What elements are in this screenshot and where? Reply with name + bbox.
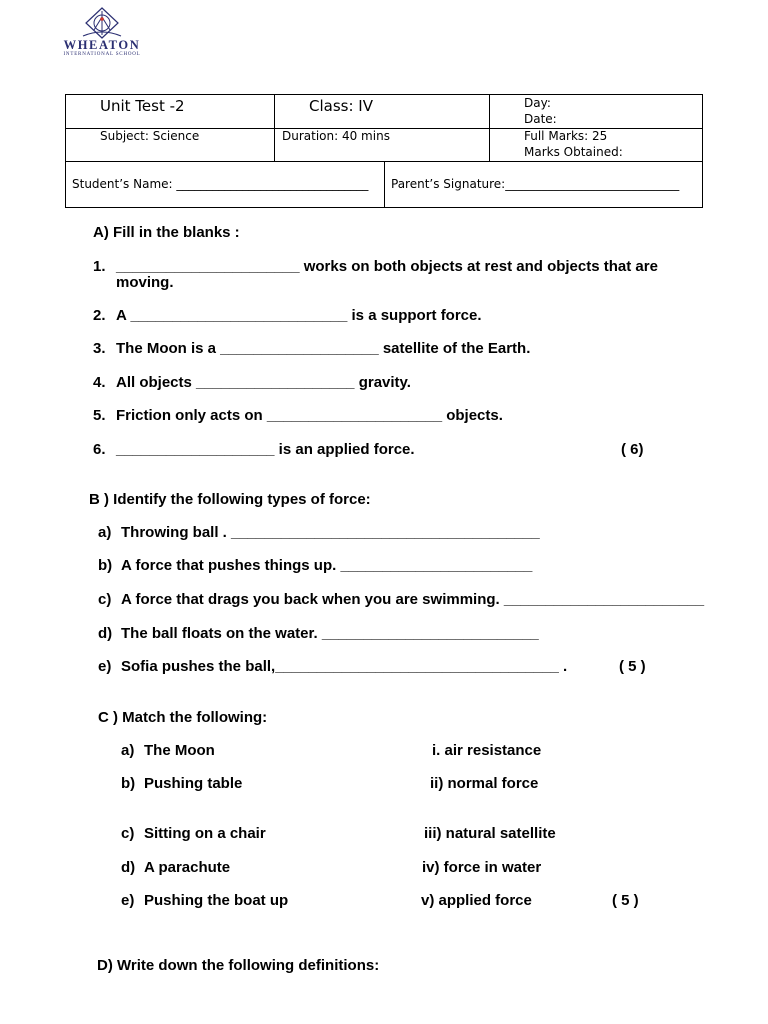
item-text: A __________________________ is a support force. xyxy=(116,307,482,324)
section-b-marks: ( 5 ) xyxy=(619,658,646,675)
item-number: c) xyxy=(98,591,112,608)
parent-signature-field: Parent’s Signature:_____________________________ xyxy=(391,177,680,191)
item-number: a) xyxy=(98,524,112,541)
item-text: ___________________ is an applied force. xyxy=(116,441,415,458)
item-text: The ball floats on the water. __________________________ xyxy=(121,625,539,642)
class-label: Class: IV xyxy=(309,97,373,115)
section-c-marks: ( 5 ) xyxy=(612,892,639,909)
item-text: Friction only acts on _____________________ objects. xyxy=(116,407,503,424)
item-text: Throwing ball . _____________________________________ xyxy=(121,524,540,541)
item-text: Sofia pushes the ball,__________________________________ . xyxy=(121,658,568,675)
school-logo xyxy=(56,6,148,60)
table-divider xyxy=(274,95,275,161)
match-right-item: iii) natural satellite xyxy=(424,825,556,842)
match-right-item: v) applied force xyxy=(421,892,532,909)
match-right-item: iv) force in water xyxy=(422,859,542,876)
match-right-item: ii) normal force xyxy=(430,775,539,792)
duration-label: Duration: 40 mins xyxy=(282,129,390,143)
item-number: d) xyxy=(98,625,113,642)
item-number: a) xyxy=(121,742,135,759)
item-number: d) xyxy=(121,859,136,876)
item-text-continued: moving. xyxy=(116,274,174,291)
match-left-item: A parachute xyxy=(144,859,231,876)
item-number: 4. xyxy=(93,374,106,391)
item-text: All objects ___________________ gravity. xyxy=(116,374,411,391)
item-number: c) xyxy=(121,825,135,842)
item-number: b) xyxy=(121,775,136,792)
match-left-item: Pushing table xyxy=(144,775,243,792)
item-text: ______________________ works on both objects at rest and objects that are xyxy=(116,258,658,275)
match-left-item: Pushing the boat up xyxy=(144,892,289,909)
section-a-marks: ( 6) xyxy=(621,441,644,458)
match-left-item: The Moon xyxy=(144,742,215,759)
section-d-title: D) Write down the following definitions: xyxy=(97,957,380,974)
item-number: e) xyxy=(121,892,135,909)
school-crest-icon xyxy=(78,6,126,40)
item-number: 5. xyxy=(93,407,106,424)
table-divider xyxy=(489,95,490,161)
section-c-title: C ) Match the following: xyxy=(98,709,268,726)
unit-test-label: Unit Test -2 xyxy=(100,97,185,115)
school-name: WHEATON xyxy=(63,38,141,52)
item-number: 2. xyxy=(93,307,106,324)
date-label: Date: xyxy=(524,112,557,126)
full-marks-label: Full Marks: 25 xyxy=(524,129,608,143)
table-divider xyxy=(384,161,385,208)
day-label: Day: xyxy=(524,96,551,110)
item-number: 3. xyxy=(93,340,106,357)
item-number: 1. xyxy=(93,258,106,275)
section-b-title: B ) Identify the following types of force: xyxy=(89,491,371,508)
item-number: 6. xyxy=(93,441,106,458)
section-a-title: A) Fill in the blanks : xyxy=(93,224,240,241)
item-text: The Moon is a ___________________ satellite of the Earth. xyxy=(116,340,531,357)
item-number: b) xyxy=(98,557,113,574)
match-left-item: Sitting on a chair xyxy=(144,825,266,842)
header-table xyxy=(65,94,703,208)
school-subtitle: INTERNATIONAL SCHOOL xyxy=(63,52,141,57)
marks-obtained-label: Marks Obtained: xyxy=(524,145,623,159)
match-right-item: i. air resistance xyxy=(432,742,542,759)
item-text: A force that pushes things up. _______________________ xyxy=(121,557,533,574)
subject-label: Subject: Science xyxy=(100,129,200,143)
student-name-field: Student’s Name: ________________________________ xyxy=(72,177,369,191)
item-number: e) xyxy=(98,658,112,675)
item-text: A force that drags you back when you are swimming. ________________________ xyxy=(121,591,705,608)
